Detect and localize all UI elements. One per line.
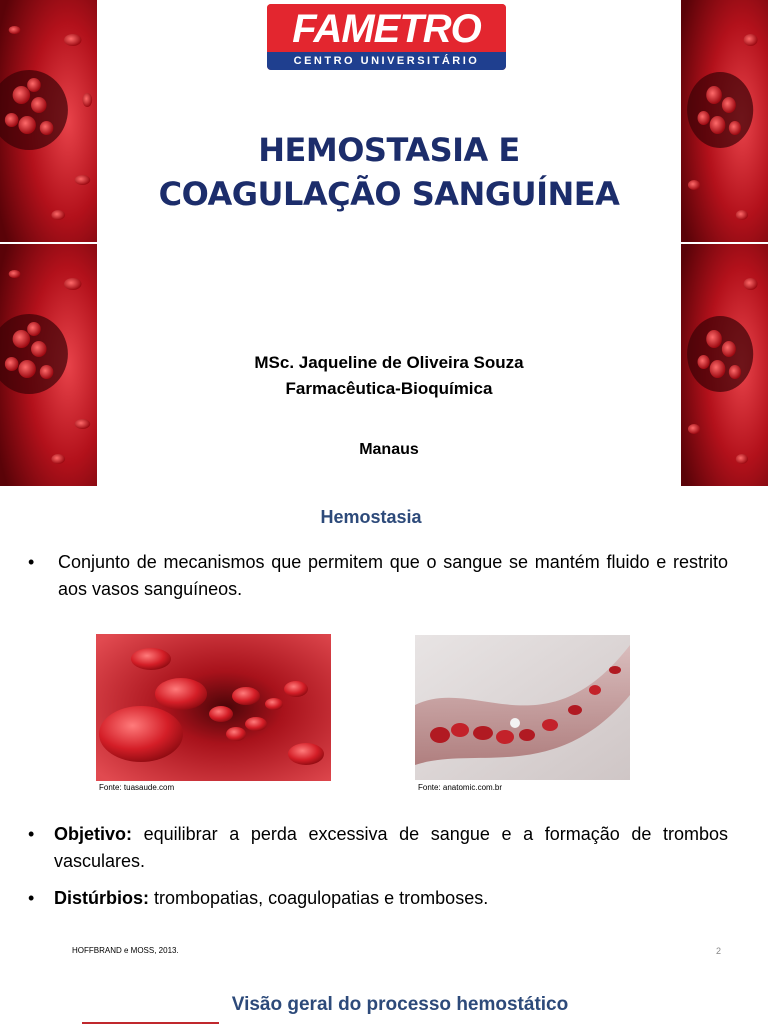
bullet-objective (28, 821, 728, 875)
bullet-icon: • (28, 824, 35, 844)
disorders-text: trombopatias, coagulopatias e tromboses. (149, 888, 489, 908)
overview-slide (0, 963, 768, 1024)
bullet-disorders (28, 885, 728, 912)
blood-cells-image (0, 244, 97, 486)
author-block (97, 350, 681, 402)
objective-label: Objetivo: (54, 824, 133, 844)
right-blood-decoration (681, 0, 768, 487)
page-number: 2 (716, 946, 722, 956)
red-blood-cells-image (96, 634, 331, 781)
slide-heading: Hemostasia (320, 507, 422, 527)
blood-cells-image (681, 244, 768, 486)
logo-subtitle: CENTRO UNIVERSITÁRIO (267, 52, 506, 70)
title-line-2: COAGULAÇÃO SANGUÍNEA (158, 175, 620, 213)
bullet-icon: • (28, 888, 35, 908)
bullet-icon: • (28, 552, 35, 572)
blood-cells-image (681, 0, 768, 242)
slide-heading: Visão geral do processo hemostático (231, 994, 569, 1015)
blood-cells-image (0, 0, 97, 242)
objective-text: equilibrar a perda excessiva de sangue e a formação de trombos vasculares. (54, 824, 728, 871)
image-caption: Fonte: tuasaude.com (99, 783, 175, 792)
bullet-definition (28, 549, 728, 603)
blood-vessel-image (415, 635, 630, 780)
reference-citation: HOFFBRAND e MOSS, 2013. (72, 946, 179, 955)
image-caption: Fonte: anatomic.com.br (418, 783, 503, 792)
presentation-title (97, 128, 681, 216)
fametro-logo (267, 4, 506, 70)
author-role: Farmacêutica-Bioquímica (285, 379, 493, 398)
title-line-1: HEMOSTASIA E (258, 131, 520, 169)
city-label: Manaus (359, 441, 419, 458)
hemostasia-slide (0, 487, 768, 963)
title-slide (0, 0, 768, 487)
bullet-text: Conjunto de mecanismos que permitem que o sangue se mantém fluido e restrito aos vasos sanguíneos. (58, 552, 728, 599)
left-blood-decoration (0, 0, 97, 487)
disorders-label: Distúrbios: (54, 888, 150, 908)
author-name: MSc. Jaqueline de Oliveira Souza (254, 353, 524, 372)
logo-wordmark: FAMETRO (292, 7, 481, 51)
